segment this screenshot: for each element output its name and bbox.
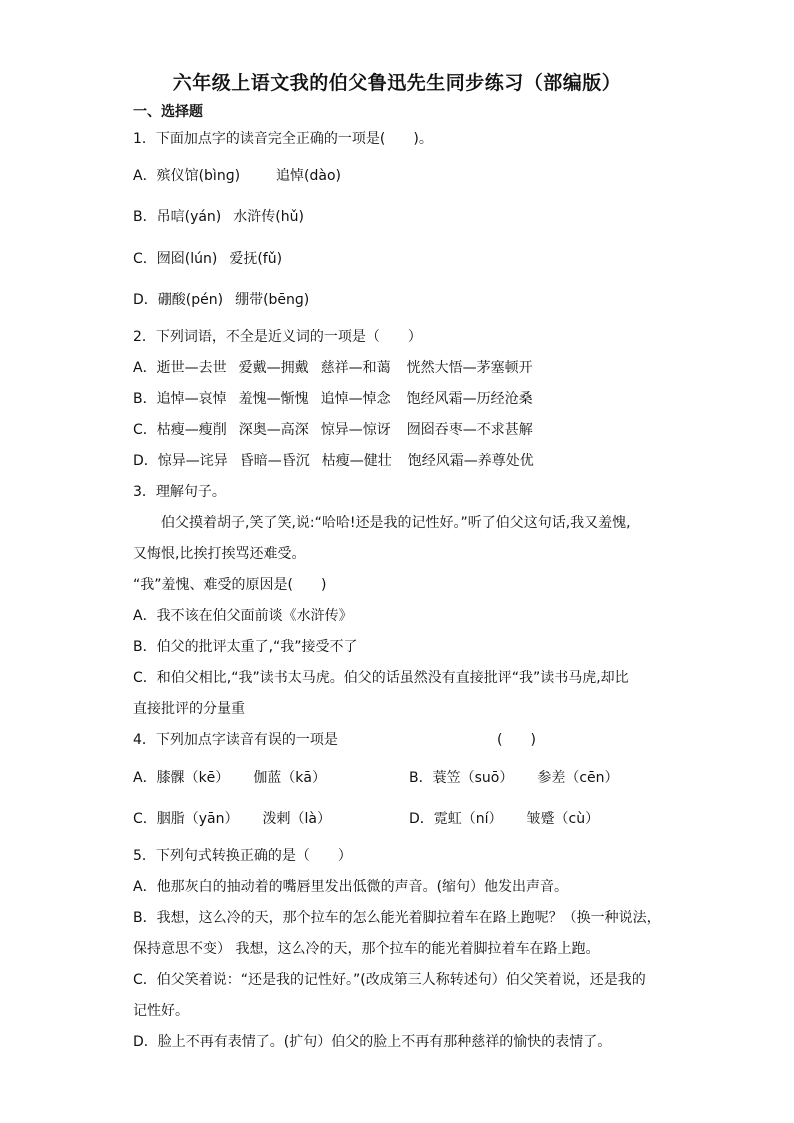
q4-stem: 4．下列加点字读音有误的一项是 xyxy=(133,732,338,748)
q4-b-word2: 参差（cēn） xyxy=(537,770,619,786)
q2-b-3: 追悼—悼念 xyxy=(320,391,391,407)
q2-c-1: C．枯瘦—瘦削 xyxy=(133,422,227,438)
q5-stem: 5．下列句式转换正确的是（ ） xyxy=(133,848,352,864)
q1-c-word1: C．囫囵(lún) xyxy=(133,251,218,267)
q4-option-c xyxy=(133,809,331,829)
q4-d-word2: 皱蹙（cù） xyxy=(526,811,600,827)
q1-b-word2: 水浒传(hǔ) xyxy=(233,209,304,225)
q5-option-c-line2: 记性好。 xyxy=(133,1003,189,1019)
q2-d-4: 饱经风霜—养尊处优 xyxy=(407,453,534,469)
q5-option-c-line1: C．伯父笑着说：“还是我的记性好。”(改成第三人称转述句）伯父笑着说，还是我的 xyxy=(133,972,646,988)
q1-a-word1: A．殡仪馆(bìnɡ) xyxy=(133,168,241,184)
q3-passage-line1: 伯父摸着胡子,笑了笑,说:“哈哈!还是我的记性好。”听了伯父这句话,我又羞愧, xyxy=(161,515,631,531)
q4-a-word2: 伽蓝（kā） xyxy=(253,770,326,786)
q2-option-a xyxy=(133,358,533,378)
page-title: 六年级上语文我的伯父鲁迅先生同步练习（部编版） xyxy=(172,72,622,94)
q1-option-a xyxy=(133,166,341,186)
q2-c-4: 囫囵吞枣—不求甚解 xyxy=(406,422,533,438)
q3-stem: 3．理解句子。 xyxy=(133,484,226,500)
q2-d-3: 枯瘦—健壮 xyxy=(321,453,392,469)
q4-c-word1: C．胭脂（yān） xyxy=(133,811,239,827)
q3-option-c-line2: 直接批评的分量重 xyxy=(133,701,245,717)
q1-d-word2: 绷带(bēnɡ) xyxy=(235,292,310,308)
q4-answer-paren: ( ) xyxy=(497,732,536,748)
q3-option-c-line1: C．和伯父相比,“我”读书太马虎。伯父的话虽然没有直接批评“我”读书马虎,却比 xyxy=(133,670,629,686)
q1-b-word1: B．吊唁(yán) xyxy=(133,209,222,225)
q5-option-b-line2: 保持意思不变） 我想，这么冷的天，那个拉车的能光着脚拉着车在路上跑。 xyxy=(133,941,600,957)
q1-option-c xyxy=(133,249,282,269)
q2-stem: 2．下列词语，不全是近义词的一项是（ ） xyxy=(133,329,422,345)
q2-a-3: 慈祥—和蔼 xyxy=(320,360,391,376)
q3-passage-line2: 又悔恨,比挨打挨骂还难受。 xyxy=(133,546,306,562)
q2-option-d xyxy=(133,451,534,471)
q2-option-b xyxy=(133,389,533,409)
q2-a-4: 恍然大悟—茅塞顿开 xyxy=(406,360,533,376)
q4-a-word1: A．膝髁（kē） xyxy=(133,770,230,786)
q2-b-1: B．追悼—哀悼 xyxy=(133,391,227,407)
q5-option-a: A．他那灰白的抽动着的嘴唇里发出低微的声音。(缩句）他发出声音。 xyxy=(133,879,569,895)
q4-option-b xyxy=(409,768,619,788)
q4-option-d xyxy=(409,809,599,829)
q5-option-b-line1: B．我想，这么冷的天，那个拉车的怎么能光着脚拉着车在路上跑呢？（换一种说法， xyxy=(133,910,661,926)
q5-option-d: D．脸上不再有表情了。(扩句）伯父的脸上不再有那种慈祥的愉快的表情了。 xyxy=(133,1034,612,1050)
section-heading: 一、选择题 xyxy=(133,104,203,120)
q1-option-b xyxy=(133,207,304,227)
q3-option-a: A．我不该在伯父面前谈《水浒传》 xyxy=(133,608,353,624)
q4-c-word2: 泼剌（là） xyxy=(262,811,331,827)
q2-a-2: 爱戴—拥戴 xyxy=(238,360,309,376)
q2-b-4: 饱经风霜—历经沧桑 xyxy=(406,391,533,407)
q1-c-word2: 爱抚(fǔ) xyxy=(229,251,283,267)
q1-stem: 1．下面加点字的读音完全正确的一项是( )。 xyxy=(133,131,433,147)
q3-option-b: B．伯父的批评太重了,“我”接受不了 xyxy=(133,639,358,655)
q4-option-a xyxy=(133,768,326,788)
q2-c-3: 惊异—惊讶 xyxy=(320,422,391,438)
q2-option-c xyxy=(133,420,533,440)
q1-d-word1: D．硼酸(pén) xyxy=(133,292,224,308)
q4-b-word1: B．蓑笠（suō） xyxy=(409,770,514,786)
q1-option-d xyxy=(133,290,309,310)
q1-a-word2: 追悼(dào) xyxy=(276,168,342,184)
q3-question: “我”羞愧、难受的原因是( ) xyxy=(133,577,327,593)
q2-b-2: 羞愧—惭愧 xyxy=(238,391,309,407)
q4-d-word1: D．霓虹（ní） xyxy=(409,811,503,827)
q2-d-2: 昏暗—昏沉 xyxy=(239,453,310,469)
q2-a-1: A．逝世—去世 xyxy=(133,360,227,376)
q2-c-2: 深奥—高深 xyxy=(238,422,309,438)
q2-d-1: D．惊异—诧异 xyxy=(133,453,228,469)
